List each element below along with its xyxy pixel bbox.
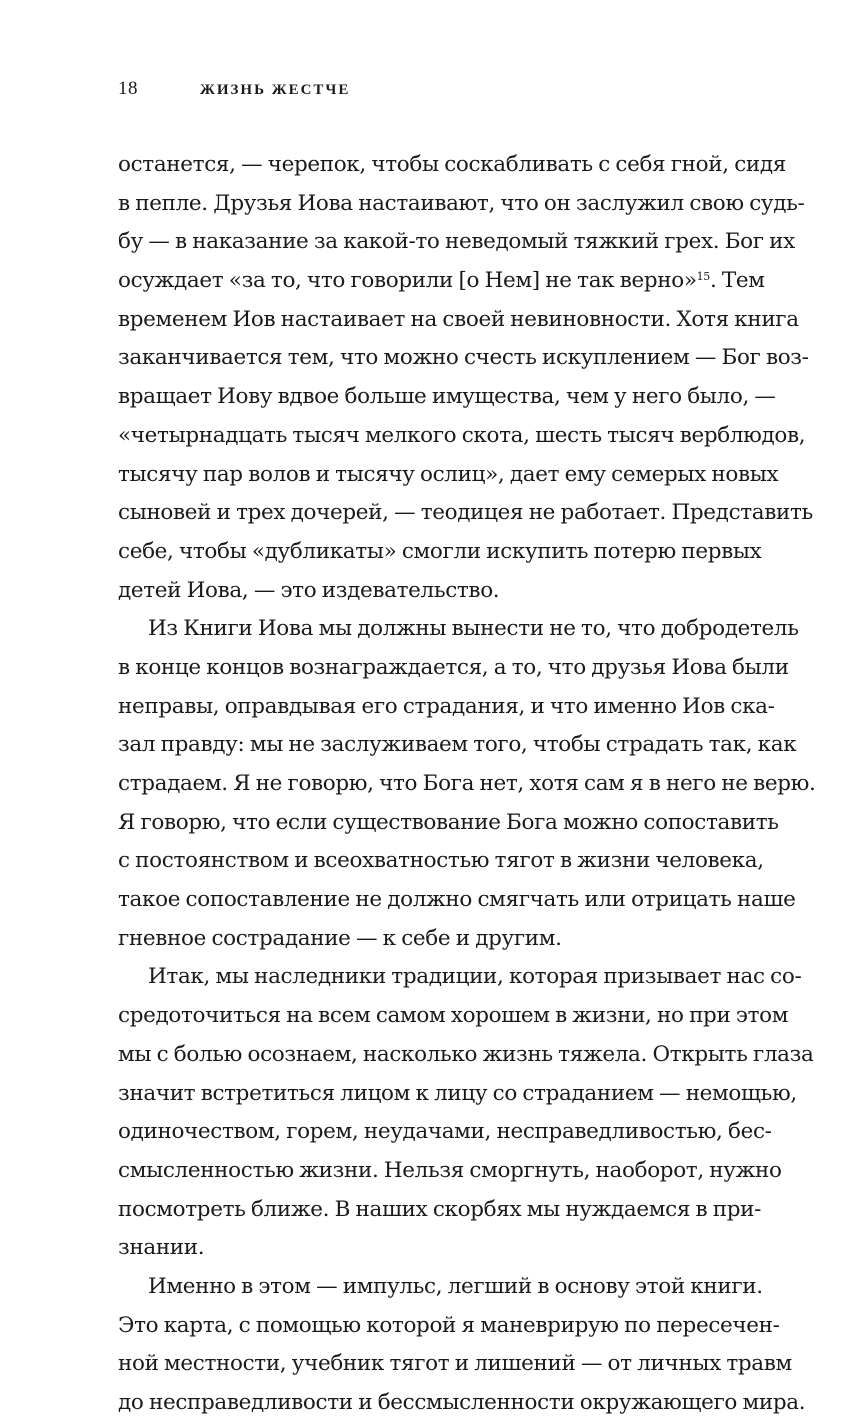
text-line: посмотреть ближе. В наших скорбях мы нуждаемся в при- <box>118 1196 762 1222</box>
text-line: Именно в этом — импульс, легший в основу этой книги. <box>148 1273 763 1299</box>
text-line: Я говорю, что если существование Бога можно сопоставить <box>118 809 779 835</box>
text-line: страдаем. Я не говорю, что Бога нет, хотя сам я в него не верю. <box>118 771 816 796</box>
text-line: бу — в наказание за какой-то неведомый тяжкий грех. Бог их <box>118 229 795 255</box>
text-line: заканчивается тем, что можно счесть искуплением — Бог воз- <box>118 345 809 371</box>
text-line: Итак, мы наследники традиции, которая призывает нас со- <box>148 964 802 990</box>
text-line: Из Книги Иова мы должны вынести не то, что добродетель <box>148 616 799 642</box>
running-head: ЖИЗНЬ ЖЕСТЧЕ <box>200 82 351 98</box>
text-span: осуждает «за то, что говорили [о Нем] не так верно» <box>118 268 697 294</box>
text-line: до несправедливости и бессмысленности окружающего мира. <box>118 1390 806 1415</box>
text-line: средоточиться на всем самом хорошем в жизни, но при этом <box>118 1003 789 1029</box>
text-line: знании. <box>118 1235 205 1261</box>
text-line: смысленностью жизни. Нельзя сморгнуть, наоборот, нужно <box>118 1157 782 1183</box>
text-line: с постоянством и всеохватностью тягот в жизни человека, <box>118 848 764 874</box>
text-line: себе, чтобы «дубликаты» смогли искупить потерю первых <box>118 538 762 564</box>
text-line: Это карта, с помощью которой я маневрирую по пересечен- <box>118 1312 780 1338</box>
text-line: ной местности, учебник тягот и лишений — от личных травм <box>118 1351 792 1377</box>
text-line: детей Иова, — это издевательство. <box>118 577 500 603</box>
text-line: такое сопоставление не должно смягчать или отрицать наше <box>118 887 796 913</box>
text-line: мы с болью осознаем, насколько жизнь тяжела. Открыть глаза <box>118 1041 814 1067</box>
text-line: гневное сострадание — к себе и другим. <box>118 925 562 951</box>
text-line: значит встретиться лицом к лицу со страданием — немощью, <box>118 1080 797 1106</box>
text-span: . Тем <box>709 268 765 294</box>
text-line: «четырнадцать тысяч мелкого скота, шесть тысяч верблюдов, <box>118 422 806 448</box>
text-line: тысячу пар волов и тысячу ослиц», дает ему семерых новых <box>118 461 779 487</box>
page-header <box>118 78 350 106</box>
footnote-marker[interactable]: 15 <box>696 270 710 284</box>
text-line: одиночеством, горем, неудачами, несправедливостью, бес- <box>118 1119 772 1145</box>
text-line: останется, — черепок, чтобы соскабливать с себя гной, сидя <box>118 152 786 177</box>
text-line: неправы, оправдывая его страдания, и что именно Иов ска- <box>118 693 775 719</box>
page-number: 18 <box>118 78 138 99</box>
text-line-with-footnote <box>118 262 765 301</box>
text-line: сыновей и трех дочерей, — теодицея не работает. Представить <box>118 500 813 526</box>
body-text <box>118 146 816 1423</box>
text-line: временем Иов настаивает на своей невиновности. Хотя книга <box>118 306 799 332</box>
text-line: в пепле. Друзья Иова настаивают, что он заслужил свою судь- <box>118 190 805 216</box>
text-line: зал правду: мы не заслуживаем того, чтобы страдать так, как <box>118 732 797 758</box>
text-line: в конце концов вознаграждается, а то, что друзья Иова были <box>118 654 789 680</box>
text-line: вращает Иову вдвое больше имущества, чем у него было, — <box>118 384 776 410</box>
